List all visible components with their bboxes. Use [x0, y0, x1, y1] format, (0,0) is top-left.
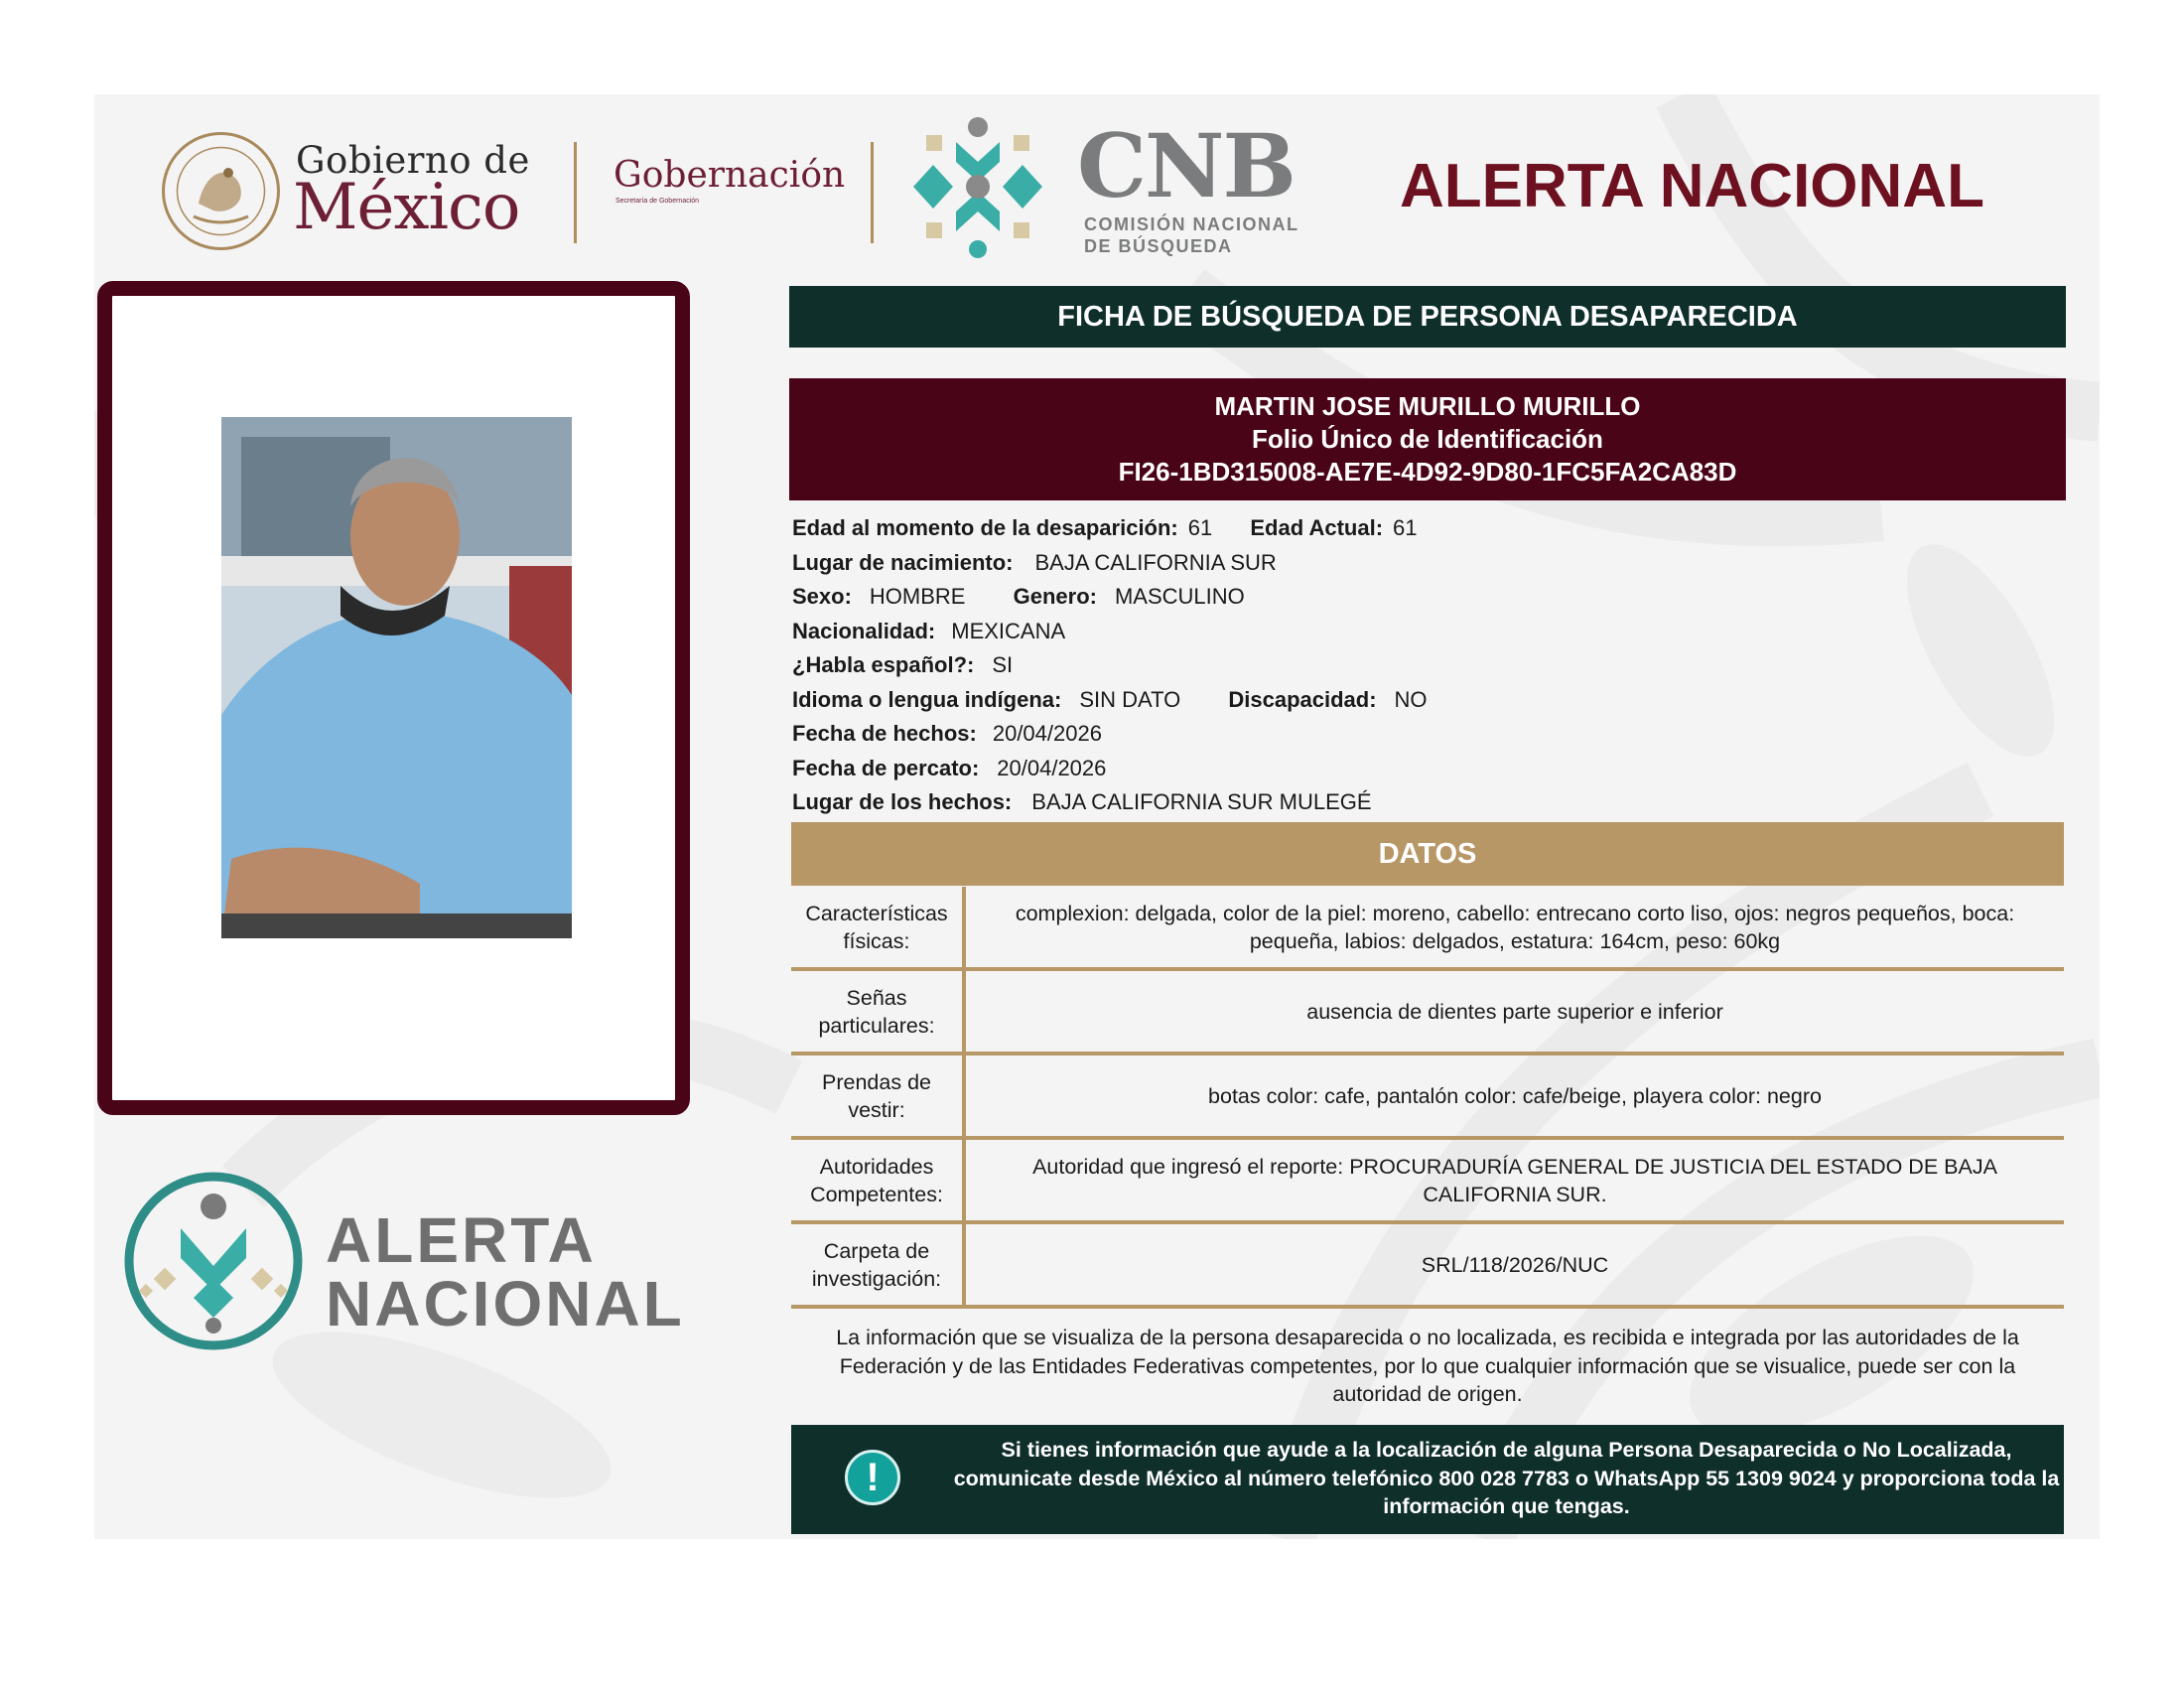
table-row	[791, 969, 2064, 1054]
gobernacion-title: Gobernación	[614, 155, 846, 196]
field-label: Fecha de percato:	[792, 755, 980, 780]
field-value: MASCULINO	[1114, 584, 1245, 609]
cnb-subtitle-line2: DE BÚSQUEDA	[1084, 236, 1233, 256]
field-label: Nacionalidad:	[792, 618, 936, 643]
row-label-line1: Autoridades	[819, 1154, 934, 1179]
row-label-line2: investigación:	[811, 1266, 942, 1291]
field-label: Edad Actual:	[1250, 515, 1384, 540]
alerta-logo-line2: NACIONAL	[326, 1268, 685, 1339]
info-row-fecha-percato	[792, 752, 2063, 786]
info-row-edad	[792, 511, 2063, 546]
cnb-subtitle-line1: COMISIÓN NACIONAL	[1084, 214, 1299, 234]
field-label: Edad al momento de la desaparición:	[792, 515, 1178, 540]
cnb-logo-icon	[898, 107, 1057, 266]
row-label-line2: particulares:	[818, 1013, 935, 1038]
gobernacion-subtitle: Secretaría de Gobernación	[615, 198, 700, 205]
ficha-title: FICHA DE BÚSQUEDA DE PERSONA DESAPARECIDA	[789, 286, 2066, 348]
field-label: Lugar de los hechos:	[792, 789, 1013, 814]
row-value: ausencia de dientes parte superior e inferior	[964, 969, 2064, 1054]
row-label	[791, 887, 964, 969]
gobierno-line2: México	[293, 171, 520, 244]
table-row	[791, 1054, 2064, 1138]
info-row-habla-espanol	[792, 648, 2063, 683]
row-value: Autoridad que ingresó el reporte: PROCURADURÍA GENERAL DE JUSTICIA DEL ESTADO DE BAJA CALIFORNIA SUR.	[964, 1138, 2064, 1222]
field-value: 20/04/2026	[997, 755, 1107, 780]
field-label: Fecha de hechos:	[792, 721, 977, 746]
person-photo	[221, 417, 572, 938]
table-row	[791, 1138, 2064, 1222]
table-row	[791, 887, 2064, 969]
info-row-sexo	[792, 580, 2063, 615]
alerta-nacional-heading: ALERTA NACIONAL	[1400, 152, 1984, 220]
field-label: Genero:	[1013, 584, 1097, 609]
alerta-nacional-logo-icon	[119, 1167, 308, 1355]
field-value: HOMBRE	[869, 584, 966, 609]
row-label-line1: Características	[805, 901, 948, 925]
row-value: SRL/118/2026/NUC	[964, 1222, 2064, 1307]
folio-value: FI26-1BD315008-AE7E-4D92-9D80-1FC5FA2CA83D	[1118, 457, 1737, 487]
row-label-line1: Prendas de	[822, 1069, 931, 1094]
field-value: MEXICANA	[951, 618, 1066, 643]
disclaimer-text: La información que se visualiza de la persona desaparecida o no localizada, es recibida e integrada por las autoridades de la Federación y de las Entidades Federativas competentes, por lo que cualquier información que se visualice, puede ser con la autoridad de origen.	[836, 1326, 2019, 1406]
row-label	[791, 1054, 964, 1138]
info-row-idioma	[792, 683, 2063, 718]
datos-table	[791, 887, 2064, 1309]
cnb-subtitle	[1084, 213, 1299, 257]
alerta-logo-line1: ALERTA	[326, 1204, 597, 1276]
contact-text: Si tienes información que ayude a la localización de alguna Persona Desaparecida o No Localizada, comunicate desde México al número telefónico 800 028 7783 o WhatsApp 55 1309 9024 y proporciona toda la información que tengas.	[953, 1438, 2060, 1518]
header-divider	[574, 142, 577, 243]
info-row-nacionalidad	[792, 615, 2063, 649]
header-divider	[871, 142, 874, 243]
datos-header: DATOS	[791, 822, 2064, 886]
folio-label: Folio Único de Identificación	[1252, 424, 1603, 454]
field-value: NO	[1394, 686, 1428, 712]
row-label-line2: Competentes:	[810, 1182, 943, 1206]
row-value: botas color: cafe, pantalón color: cafe/beige, playera color: negro	[964, 1054, 2064, 1138]
info-row-lugar-hechos	[792, 785, 2063, 820]
row-label	[791, 1222, 964, 1307]
field-value: SIN DATO	[1079, 686, 1181, 712]
person-info	[792, 511, 2063, 820]
row-label-line2: vestir:	[848, 1097, 905, 1122]
gobierno-line1: Gobierno de	[296, 139, 530, 182]
info-row-fecha-hechos	[792, 717, 2063, 752]
table-row	[791, 1222, 2064, 1307]
row-label-line2: físicas:	[843, 928, 910, 953]
field-label: Lugar de nacimiento:	[792, 549, 1014, 575]
exclamation-icon: !	[845, 1450, 900, 1505]
field-label: ¿Habla español?:	[792, 652, 975, 677]
field-value: 61	[1187, 515, 1213, 540]
field-value: BAJA CALIFORNIA SUR MULEGÉ	[1031, 789, 1372, 814]
row-label-line1: Carpeta de	[823, 1238, 930, 1263]
field-label: Idioma o lengua indígena:	[792, 686, 1062, 712]
mexico-seal-icon	[159, 129, 283, 253]
cnb-title: CNB	[1077, 114, 1295, 217]
field-value: 20/04/2026	[992, 721, 1102, 746]
field-value: SI	[992, 652, 1014, 677]
field-label: Sexo:	[792, 584, 852, 609]
row-label	[791, 969, 964, 1054]
field-value: BAJA CALIFORNIA SUR	[1034, 549, 1277, 575]
person-header	[789, 378, 2066, 500]
field-label: Discapacidad:	[1228, 686, 1377, 712]
info-row-lugar-nacimiento	[792, 546, 2063, 581]
row-label-line1: Señas	[846, 985, 907, 1010]
row-value: complexion: delgada, color de la piel: moreno, cabello: entrecano corto liso, ojos: negros pequeños, boca: pequeña, labios: delgados, estatura: 164cm, peso: 60kg	[964, 887, 2064, 969]
person-name: MARTIN JOSE MURILLO MURILLO	[1214, 391, 1641, 421]
row-label	[791, 1138, 964, 1222]
field-value: 61	[1393, 515, 1418, 540]
